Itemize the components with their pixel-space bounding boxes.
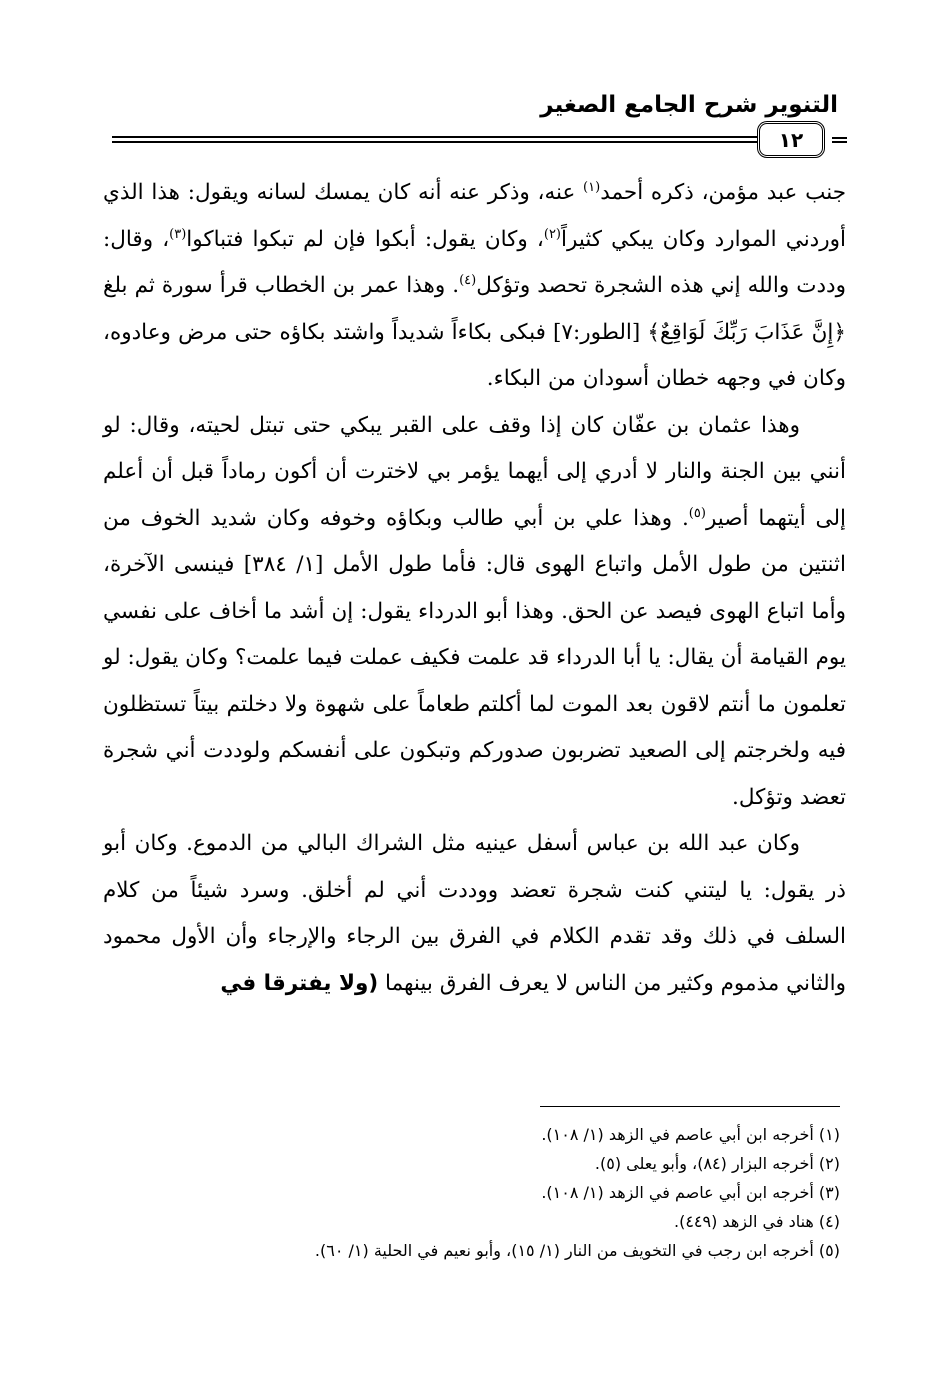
paragraph bbox=[103, 821, 846, 1007]
header-rule-end bbox=[832, 137, 847, 139]
footnote-item: (٣) أخرجه ابن أبي عاصم في الزهد (١/ ١٠٨). bbox=[541, 1183, 840, 1202]
footnote-ref[interactable]: (٢) bbox=[543, 226, 561, 242]
footnote-item: (١) أخرجه ابن أبي عاصم في الزهد (١/ ١٠٨). bbox=[541, 1125, 840, 1144]
text-run: . وهذا عمر بن الخطاب قرأ سورة ثم بلغ ﴿إِنَّ عَذَابَ رَبِّكَ لَوَاقِعٌ﴾ [الطور:٧] فبكى بكاءاً شديداً واشتد بكاؤه حتى مرض وعادوه، وكان في وجهه خطان أسودان من البكاء. bbox=[103, 273, 846, 391]
page-number: ١٢ bbox=[757, 121, 825, 158]
footnote-item: (٢) أخرجه البزار (٨٤)، وأبو يعلى (٥). bbox=[594, 1154, 840, 1173]
text-run: وهذا عثمان بن عفّان كان إذا وقف على القبر يبكي حتى تبتل لحيته، وقال: لو أنني بين الجنة والنار لا أدري إلى أيهما يؤمر بي لاخترت أن أكون رماداً قبل أن أعلم إلى أيتهما أصير bbox=[103, 412, 846, 531]
text-run: جنب عبد مؤمن، ذكره أحمد bbox=[600, 180, 846, 205]
footnote-separator bbox=[540, 1106, 840, 1107]
text-run: ، وقال: وددت والله إني هذه الشجرة تحصد وتؤكل bbox=[103, 226, 846, 298]
footnote-ref[interactable]: (٤) bbox=[459, 272, 477, 288]
header-rule-end-lower bbox=[832, 141, 847, 143]
footnote-ref[interactable]: (١) bbox=[583, 179, 601, 195]
footnote-item: (٥) أخرجه ابن رجب في التخويف من النار (١/ ١٥)، وأبو نعيم في الحلية (١/ ٦٠). bbox=[314, 1241, 840, 1260]
text-run: ، وكان يقول: أبكوا فإن لم تبكوا فتباكوا bbox=[186, 226, 544, 252]
running-title: التنوير شرح الجامع الصغير bbox=[540, 92, 838, 118]
footnote-ref[interactable]: (٥) bbox=[688, 505, 706, 521]
header-rule-top bbox=[112, 136, 757, 138]
paragraph bbox=[103, 170, 846, 403]
paragraph bbox=[103, 403, 846, 822]
text-run: وكان عبد الله بن عباس أسفل عينيه مثل الشراك البالي من الدموع. وكان أبو ذر يقول: يا ليتني كنت شجرة تعضد ووددت أني لم أخلق. وسرد شيئاً من كلام السلف في ذلك وقد تقدم الكلام في الفرق بين الرجاء والإرجاء وأن الأول محمود والثاني مذموم وكثير من الناس لا يعرف الفرق بينهما bbox=[103, 831, 846, 996]
footnote-item: (٤) هناد في الزهد (٤٤٩). bbox=[673, 1212, 840, 1231]
footnotes bbox=[200, 1120, 840, 1265]
body-text bbox=[103, 170, 846, 1007]
text-run: عنه، وذكر عنه أنه كان يمسك لسانه ويقول: هذا الذي أوردني الموارد وكان يبكي كثيراً bbox=[103, 180, 846, 252]
header-rule-bottom bbox=[112, 141, 757, 143]
text-run: . وهذا علي بن أبي طالب وبكاؤه وخوفه وكان شديد الخوف من اثنتين من طول الأمل واتباع الهوى قال: فأما طول الأمل [١/ ٣٨٤] فينسى الآخرة، وأما اتباع الهوى فيصد عن الحق. وهذا أبو الدرداء يقول: إن أشد ما أخاف على نفسي يوم القيامة أن يقال: يا أبا الدرداء قد علمت فكيف عملت فيما علمت؟ وكان يقول: لو تعلمون ما أنتم لاقون بعد الموت لما أكلتم طعاماً على شهوة ولا دخلتم بيتاً تستظلون فيه ولخرجتم إلى الصعيد تضربون صدوركم وتبكون على أنفسكم ولوددت أني شجرة تعضد وتؤكل. bbox=[103, 505, 846, 810]
bold-matn-text: (ولا يفترقا في bbox=[220, 970, 379, 996]
footnote-ref[interactable]: (٣) bbox=[169, 226, 187, 242]
